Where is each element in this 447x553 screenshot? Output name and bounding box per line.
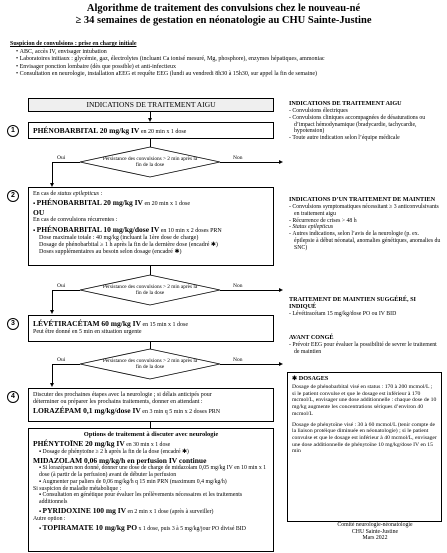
case2-detail: en 10 min x 2 doses PRN	[159, 227, 222, 234]
case1-detail: en 20 min x 1 dose	[142, 201, 190, 208]
document-title: Algorithme de traitement des convulsions chez le nouveau-né	[86, 3, 361, 14]
metabolic-genetics: ▪ Consultation en génétique pour évaluer les prélèvements nécessaires et les traitements additionnels	[33, 492, 269, 506]
metabolic-intro: Si suspicion de maladie métabolique :	[33, 485, 122, 492]
phenytoin-drug: PHÉNYTOÏNE 20 mg/kg IV	[33, 439, 125, 448]
non-line	[220, 364, 279, 365]
step-1-detail: en 20 min x 1 dose	[139, 129, 187, 135]
document-subtitle: ≥ 34 semaines de gestation en néonatologie au CHU Sainte-Justine	[75, 15, 372, 26]
oui-label: Oui	[57, 283, 66, 289]
phenobarbital-dosage-text: Dosage de phénobarbital visé en status : 170 à 200 mcmol/L ; si le patient convulse et que le dosage est inférieur à 170 mcmol/L, envisager une dose additionnelle : chaque dose de 10 mg/kg augmente les concentrations sériques d’environ 40 mcmol/L	[292, 384, 437, 417]
initial-management-title: Suspicion de convulsions : prise en charge initiale	[10, 41, 137, 47]
initial-management-section	[10, 41, 440, 79]
step-4-detail: en 3 min q 5 min x 2 doses PRN	[140, 409, 221, 416]
topiramate-detail: x 1 dose, puis 3 à 5 mg/kg/jour PO divisé BID	[137, 526, 246, 533]
connector-line	[150, 266, 151, 275]
footer-committee: Comité neurologie-néonatologie	[337, 522, 413, 528]
oui-line	[52, 162, 80, 163]
step-2-case2-intro: En cas de convulsions récurrentes :	[33, 217, 118, 224]
step-3-drug: LÉVÉTIRACÉTAM 60 mg/kg IV	[33, 319, 141, 328]
initial-management-list	[10, 49, 440, 79]
case1-intro-em: status epilepticus	[57, 191, 99, 197]
step-2-extra: Doses supplémentaires au besoin selon dosage (encadré ✱)	[39, 249, 182, 256]
non-label: Non	[233, 283, 243, 289]
connector-line	[150, 139, 151, 147]
oui-line	[52, 162, 53, 185]
step-3-dose	[33, 319, 269, 329]
footer-credit	[320, 522, 430, 542]
case1-intro-text: En cas de	[33, 191, 58, 197]
acute-indications-list	[289, 108, 441, 142]
treatment-options-box	[28, 428, 274, 552]
step-4-box	[28, 388, 274, 422]
step-4-dose	[33, 406, 269, 416]
phenytoin-detail: en 30 min x 1 dose	[124, 442, 171, 448]
initial-item: • Laboratoires initiaux : glycémie, gaz, électrolytes (incluant Ca ionisé mesuré, Mg, phosphore), enzymes hépatiques, ammoniac	[16, 56, 440, 64]
options-title: Options de traitement à discuter avec neurologie	[83, 431, 219, 438]
maintenance-indications-panel	[289, 196, 441, 252]
oui-label: Oui	[57, 357, 66, 363]
other-option-intro: Autre option :	[33, 516, 66, 523]
midazolam-titrate: ▪ Augmenter par paliers de 0,06 mg/kg/h q 15 min PRN (maximum 0,4 mg/kg/h)	[33, 479, 269, 486]
non-line	[220, 162, 279, 163]
topiramate-dose	[33, 523, 269, 533]
maintenance-indication-item: - Status epilepticus	[289, 224, 441, 231]
step-1-box	[28, 122, 274, 139]
pyridoxine-detail: en 2 min x 1 dose (après à surveiller)	[126, 509, 214, 516]
midazolam-drug: MIDAZOLAM 0,06 mg/kg/h en perfusion IV continue	[33, 455, 207, 465]
acute-treatment-header: INDICATIONS DE TRAITEMENT AIGU	[28, 98, 274, 112]
dosages-box	[287, 372, 442, 522]
step-3-detail: en 15 min x 1 dose	[141, 322, 188, 328]
suggested-maintenance-item: - Lévétiracétam 15 mg/kg/dose PO ou IV BID	[289, 311, 441, 318]
maintenance-indication-item: - Récurrence de crises > 48 h	[289, 218, 441, 225]
arrow-head	[50, 310, 54, 314]
step-4-line1: Discuter des prochaines étapes avec la neurologie ; si délais anticipés pour	[33, 392, 212, 398]
acute-indication-item: - Convulsions cliniques accompagnées de désaturations ou d’impact hémodynamique (bradycardie, tachycardie, hypotension)	[289, 115, 441, 135]
oui-line	[52, 364, 53, 384]
oui-line	[52, 364, 80, 365]
footer-hospital: CHU Sainte-Justine	[351, 528, 399, 535]
case1-drug: PHÉNOBARBITAL 20 mg/kg IV	[36, 198, 143, 208]
step-4-badge: 4	[7, 391, 19, 403]
acute-indication-item: - Toute autre indication selon l’équipe médicale	[289, 135, 441, 142]
oui-line	[52, 290, 53, 311]
acute-indications-title: INDICATIONS DE TRAITEMENT AIGU	[289, 100, 402, 107]
maintenance-indication-item: - Convulsions symptomatiques nécessitant ≥ 3 anticonvulsivants en traitement aigu	[289, 204, 441, 218]
step-3-badge: 3	[7, 318, 19, 330]
before-discharge-list	[289, 342, 441, 356]
decision-1-text: Persistance des convulsions > 2 min après la fin de la dose	[102, 156, 198, 169]
midazolam-load: ▪ Si lorazépam non donné, donner une dose de charge de midazolam 0,05 mg/kg IV en 10 min x 1 dose (à partir de la perfusion) avant de débuter la perfusion	[33, 465, 269, 479]
arrow-head	[279, 288, 283, 292]
before-discharge-item: - Prévoir EEG pour évaluer la possibilité de sevrer le traitement de maintien	[289, 342, 441, 356]
step-2-box	[28, 187, 274, 266]
decision-3-text: Persistance des convulsions > 2 min après la fin de la dose	[102, 358, 198, 371]
step-3-box	[28, 315, 274, 342]
phenytoin-level: ▪ Dosage de phénytoïne ≥ 2 h après la fin de la dose (encadré ✱)	[33, 449, 269, 456]
decision-2-text: Persistance des convulsions > 2 min après la fin de la dose	[102, 284, 198, 297]
suggested-maintenance-list	[289, 311, 441, 318]
connector-line	[150, 342, 151, 349]
step-1-drug: PHÉNOBARBITAL 20 mg/kg IV	[33, 126, 140, 135]
arrow-head	[50, 383, 54, 387]
step-2-badge: 2	[7, 190, 19, 202]
initial-item: • Envisager ponction lombaire (dès que possible) et anti-infectieux	[16, 64, 440, 72]
suggested-maintenance-title: TRAITEMENT DE MAINTIEN SUGGÉRÉ, SI INDIQUÉ	[289, 296, 416, 310]
step-4-line2: déterminer ou préparer les prochains traitements, donner en attendant :	[33, 399, 203, 406]
dosages-title: ✱ DOSAGES	[292, 375, 329, 382]
initial-item: • ABC, accès IV, envisager intubation	[16, 49, 440, 57]
step-1-badge: 1	[7, 125, 19, 137]
non-line	[220, 290, 279, 291]
step-2-case1-dose	[33, 198, 269, 208]
step-2-max-dose: Dose maximale totale : 40 mg/kg (incluant la 1ère dose de charge)	[39, 234, 199, 241]
initial-item: • Consultation en neurologie, installation aEEG et requête EEG (lundi au vendredi 8h30 à 15h30, sur appel la fin de semaine)	[16, 71, 440, 79]
oui-line	[52, 290, 80, 291]
phenytoin-dose	[33, 439, 269, 449]
step-2-level: Dosage de phénobarbital ≥ 1 h après la fin de la dernière dose (encadré ✱)	[39, 242, 218, 249]
maintenance-indications-title: INDICATIONS D’UN TRAITEMENT DE MAINTIEN	[289, 196, 436, 203]
non-label: Non	[233, 155, 243, 161]
arrow-head	[279, 160, 283, 164]
arrow-head	[279, 362, 283, 366]
step-2-case2-dose	[33, 225, 269, 235]
acute-indication-item: - Convulsions électriques	[289, 108, 441, 115]
step-4-drug: LORAZÉPAM 0,1 mg/kg/dose IV	[33, 406, 141, 416]
maintenance-indication-item: - Autres indications, selon l’avis de la neurologie (p. ex. épilepsie à début néonatal, anomalies génétiques, anomalies du SNC)	[289, 231, 441, 251]
oui-label: Oui	[57, 155, 66, 161]
step-3-note: Peut être donné en 5 min en situation urgente	[33, 329, 142, 336]
topiramate-drug: TOPIRAMATE 10 mg/kg PO	[42, 523, 138, 533]
non-label: Non	[233, 357, 243, 363]
phenytoin-dosage-text: Dosage de phénytoïne visé : 30 à 60 mcmol/L (tenir compte de la liaison protéique diminuée en néonatologie) ; si le patient convulse et que le dosage est inférieur à 40 mcmol/L, envisager une dose additionnelle de phénytoïne 10 mg/kg/dose IV en 15 min	[292, 421, 437, 455]
before-discharge-title: AVANT CONGÉ	[289, 334, 334, 341]
step-2-or: OU	[33, 208, 45, 218]
suggested-maintenance-panel	[289, 296, 441, 318]
case2-drug: PHÉNOBARBITAL 10 mg/kg/dose IV	[36, 224, 160, 234]
maintenance-indications-list	[289, 204, 441, 252]
acute-indications-panel	[289, 100, 441, 142]
case1-intro-end: :	[99, 191, 103, 197]
footer-date: Mars 2022	[362, 535, 388, 542]
before-discharge-panel	[289, 334, 441, 356]
pyridoxine-dose	[33, 506, 269, 516]
pyridoxine-drug: PYRIDOXINE 100 mg IV	[42, 506, 127, 516]
